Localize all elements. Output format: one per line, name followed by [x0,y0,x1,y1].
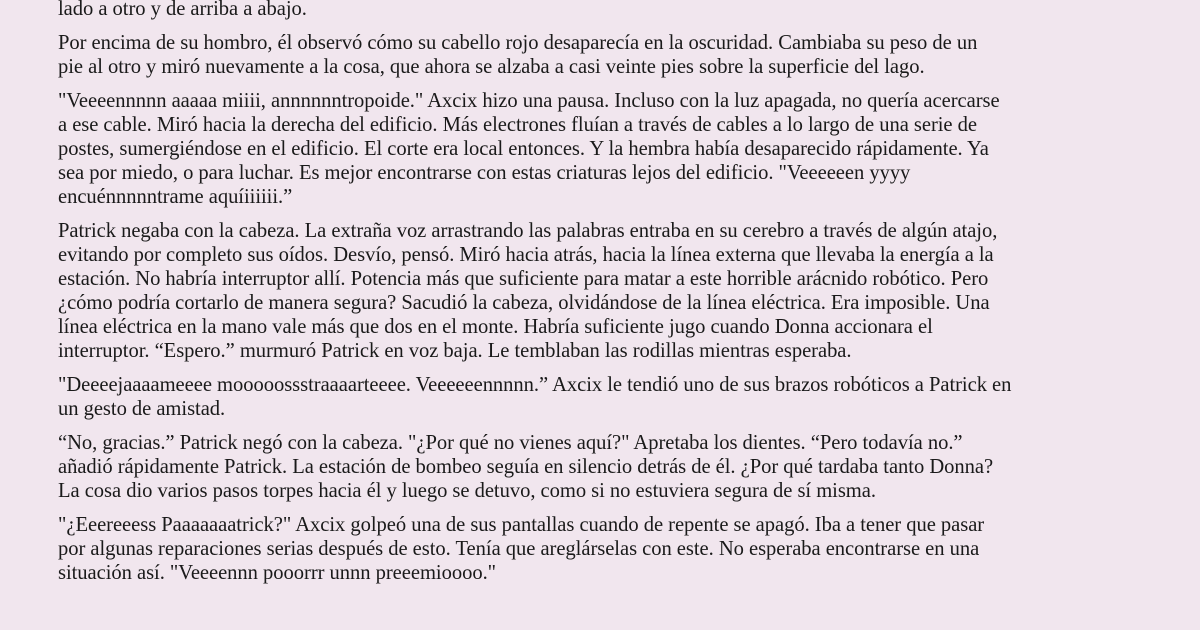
text-line: “No, gracias.” Patrick negó con la cabeza. "¿Por qué no vienes aquí?" Apretaba los dientes. “Pero todavía no.” [58,432,963,454]
text-line: estación. No habría interruptor allí. Potencia más que suficiente para matar a este horrible arácnido robótico. Pero [58,268,989,290]
text-line: ¿cómo podría cortarlo de manera segura? Sacudió la cabeza, olvidándose de la línea eléctrica. Era imposible. Una [58,292,990,314]
paragraph-5 [58,373,1196,421]
text-line: a ese cable. Miró hacia la derecha del edificio. Más electrones fluían a través de cables a lo largo de una serie de [58,114,977,136]
paragraph-1 [58,0,1196,21]
text-line: interruptor. “Espero.” murmuró Patrick en voz baja. Le temblaban las rodillas mientras esperaba. [58,340,852,362]
text-line: situación así. "Veeeennn pooorrr unnn preeemioooo." [58,562,497,584]
text-body [58,0,1196,595]
text-line: "Veeeennnnn aaaaa miiii, annnnnntropoide." Axcix hizo una pausa. Incluso con la luz apagada, no quería acercarse [58,90,1000,112]
text-line: "Deeeejaaaameeee mooooossstraaaarteeee. Veeeeeennnnn.” Axcix le tendió uno de sus brazos robóticos a Patrick en [58,374,1012,396]
text-line: lado a otro y de arriba a abajo. [58,0,307,20]
text-line: por algunas reparaciones serias después de esto. Tenía que areglárselas con este. No esperaba encontrarse en una [58,538,980,560]
text-line: sea por miedo, o para luchar. Es mejor encontrarse con estas criaturas lejos del edificio. "Veeeeeen yyyy [58,162,911,184]
text-line: Por encima de su hombro, él observó cómo su cabello rojo desaparecía en la oscuridad. Cambiaba su peso de un [58,32,978,54]
paragraph-3 [58,89,1196,209]
text-line: un gesto de amistad. [58,398,226,420]
paragraph-7 [58,513,1196,585]
text-line: pie al otro y miró nuevamente a la cosa, que ahora se alzaba a casi veinte pies sobre la superficie del lago. [58,56,925,78]
text-line: Patrick negaba con la cabeza. La extraña voz arrastrando las palabras entraba en su cerebro a través de algún atajo, [58,220,998,242]
paragraph-2 [58,31,1196,79]
text-line: encuénnnnntrame aquíiiiiii.” [58,186,293,208]
text-line: evitando por completo sus oídos. Desvío, pensó. Miró hacia atrás, hacia la línea externa que llevaba la energía a la [58,244,994,266]
paragraph-4 [58,219,1196,363]
paragraph-6 [58,431,1196,503]
text-line: añadió rápidamente Patrick. La estación de bombeo seguía en silencio detrás de él. ¿Por qué tardaba tanto Donna? [58,456,994,478]
text-line: "¿Eeereeess Paaaaaaatrick?" Axcix golpeó una de sus pantallas cuando de repente se apagó. Iba a tener que pasar [58,514,985,536]
text-line: La cosa dio varios pasos torpes hacia él y luego se detuvo, como si no estuviera segura de sí misma. [58,480,876,502]
text-line: postes, sumergiéndose en el edificio. El corte era local entonces. Y la hembra había desaparecido rápidamente. Ya [58,138,989,160]
text-line: línea eléctrica en la mano vale más que dos en el monte. Habría suficiente jugo cuando Donna accionara el [58,316,933,338]
